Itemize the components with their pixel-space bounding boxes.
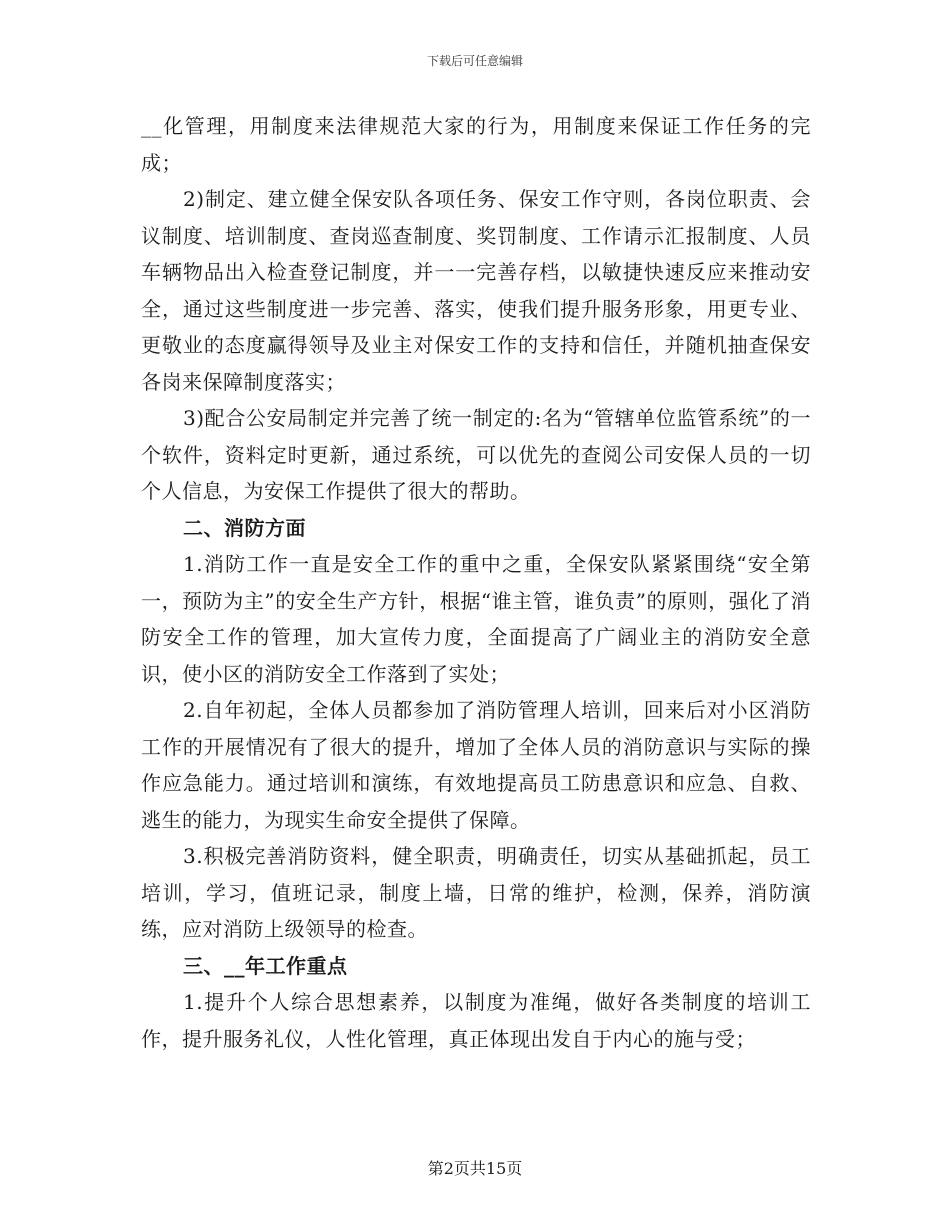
paragraph-rules-and-regulations: 2)制定、建立健全保安队各项任务、保安工作守则，各岗位职责、会议制度、培训制度、查岗巡查制度、奖罚制度、工作请示汇报制度、人员车辆物品出入检查登记制度，并一一完善存档，以敏捷快速反应来推动安全，通过这些制度进一步完善、落实，使我们提升服务形象，用更专业、更敬业的态度赢得领导及业主对保安工作的支持和信任，并随机抽查保安各岗来保障制度落实； bbox=[141, 187, 811, 394]
page-header: 下载后可任意编辑 bbox=[426, 54, 523, 68]
paragraph-personal-improvement: 1.提升个人综合思想素养，以制度为准绳，做好各类制度的培训工作，提升服务礼仪，人性化管理，真正体现出发自于内心的施与受； bbox=[141, 990, 811, 1051]
section-heading-work-focus: 三、__年工作重点 bbox=[183, 953, 348, 978]
paragraph-fire-documentation: 3.积极完善消防资料，健全职责，明确责任，切实从基础抓起，员工培训，学习，值班记录，制度上墙，日常的维护，检测，保养，消防演练，应对消防上级领导的检查。 bbox=[141, 844, 811, 941]
document-body bbox=[141, 108, 811, 1057]
paragraph-fire-safety-priority: 1.消防工作一直是安全工作的重中之重，全保安队紧紧围绕“安全第一，预防为主”的安全生产方针，根据“谁主管，谁负责”的原则，强化了消防安全工作的管理，加大宣传力度，全面提高了广阔业主的消防安全意识，使小区的消防安全工作落到了实处； bbox=[141, 552, 811, 686]
section-heading-fire-safety: 二、消防方面 bbox=[183, 515, 306, 540]
paragraph-fire-training: 2.自年初起，全体人员都参加了消防管理人培训，回来后对小区消防工作的开展情况有了很大的提升，增加了全体人员的消防意识与实际的操作应急能力。通过培训和演练，有效地提高员工防患意识和应急、自救、逃生的能力，为现实生命安全提供了保障。 bbox=[141, 698, 811, 832]
paragraph-supervision-system: 3)配合公安局制定并完善了统一制定的:名为“管辖单位监管系统”的一个软件，资料定时更新，通过系统，可以优先的查阅公司安保人员的一切个人信息，为安保工作提供了很大的帮助。 bbox=[141, 406, 811, 503]
paragraph-institutional-management: __化管理，用制度来法律规范大家的行为，用制度来保证工作任务的完成； bbox=[141, 114, 811, 175]
page-number: 第2页共15页 bbox=[427, 1159, 523, 1178]
